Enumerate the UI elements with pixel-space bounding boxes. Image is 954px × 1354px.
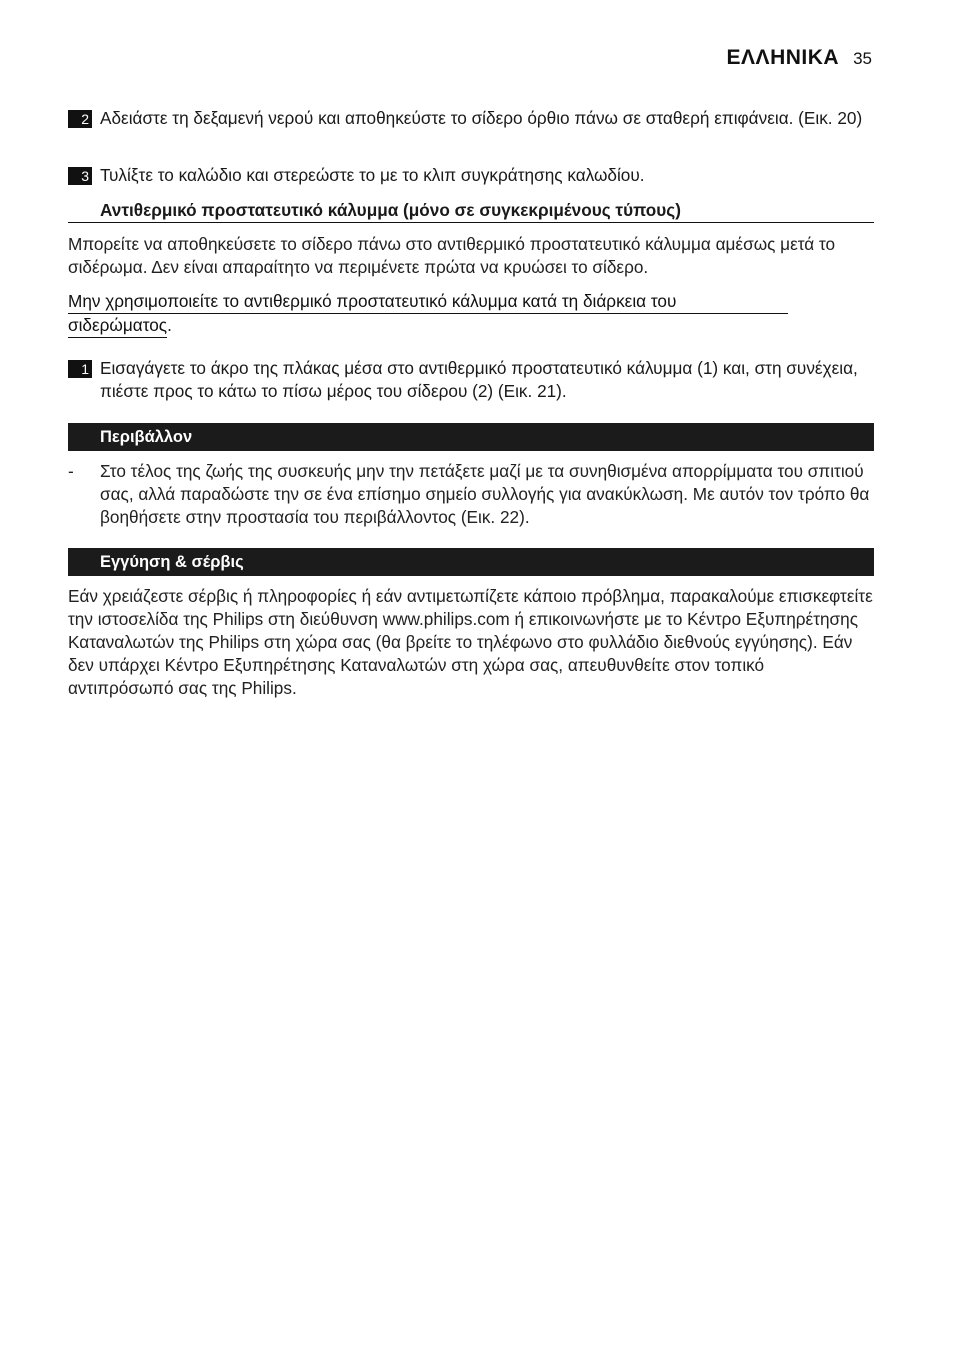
- warning-period: .: [167, 315, 172, 335]
- warranty-paragraph: Εάν χρειάζεστε σέρβις ή πληροφορίες ή εάν αντιμετωπίζετε κάποιο πρόβλημα, παρακαλούμε επισκεφτείτε την ιστοσελίδα της Philips στη διεύθυνση www.philips.com ή επικοινωνήστε με το Κέντρο Εξυπηρέτησης Καταναλωτών της Philips στη χώρα σας (θα βρείτε το τηλέφωνο στο φυλλάδιο διεθνούς εγγύησης). Εάν δεν υπάρχει Κέντρο Εξυπηρέτησης Καταναλωτών στη χώρα σας, απευθυνθείτε στον τοπικό αντιπρόσωπό σας της Philips.: [68, 586, 873, 698]
- page-number: 35: [853, 49, 872, 68]
- step-2: [68, 107, 874, 130]
- environment-text: Στο τέλος της ζωής της συσκευής μην την πετάξετε μαζί με τα συνηθισμένα απορρίμματα του σπιτιού σας, αλλά παραδώστε την σε ένα επίσημο σημείο συλλογής για ανακύκλωση. Με αυτόν τον τρόπο θα βοηθήσετε στην προστασία του περιβάλλοντος (Εικ. 22).: [100, 461, 870, 527]
- step-number-badge: 2: [68, 110, 92, 128]
- step-number-badge: 1: [68, 360, 92, 378]
- step-1: [68, 357, 874, 403]
- step-3: [68, 164, 874, 187]
- step-number-badge: 3: [68, 167, 92, 185]
- section-bar-warranty: Εγγύηση & σέρβις: [68, 548, 874, 576]
- section-bar-environment: Περιβάλλον: [68, 423, 874, 451]
- warning-line-2: σιδερώματος: [68, 314, 167, 338]
- step-text: Αδειάστε τη δεξαμενή νερού και αποθηκεύστε το σίδερο όρθιο πάνω σε σταθερή επιφάνεια. (Εικ. 20): [100, 108, 863, 128]
- running-header: [727, 46, 872, 70]
- language-label: ΕΛΛΗΝΙΚΑ: [726, 46, 840, 69]
- heat-cover-warning: [68, 290, 788, 338]
- bullet-dash: -: [68, 461, 74, 481]
- warning-line-1: Μην χρησιμοποιείτε το αντιθερμικό προστατευτικό κάλυμμα κατά τη διάρκεια του: [68, 290, 788, 314]
- heat-cover-heading-text: Αντιθερμικό προστατευτικό κάλυμμα (μόνο σε συγκεκριμένους τύπους): [100, 200, 681, 220]
- step-text: Εισαγάγετε το άκρο της πλάκας μέσα στο αντιθερμικό προστατευτικό κάλυμμα (1) και, στη συνέχεια, πιέστε προς το κάτω το πίσω μέρος του σίδερου (2) (Εικ. 21).: [100, 358, 858, 401]
- step-text: Τυλίξτε το καλώδιο και στερεώστε το με το κλιπ συγκράτησης καλωδίου.: [100, 165, 645, 185]
- environment-bullet: [68, 460, 874, 529]
- heat-cover-paragraph: Μπορείτε να αποθηκεύσετε το σίδερο πάνω στο αντιθερμικό προστατευτικό κάλυμμα αμέσως μετά το σιδέρωμα. Δεν είναι απαραίτητο να περιμένετε πρώτα να κρυώσει το σίδερο.: [68, 234, 836, 277]
- heat-cover-heading: [68, 199, 874, 223]
